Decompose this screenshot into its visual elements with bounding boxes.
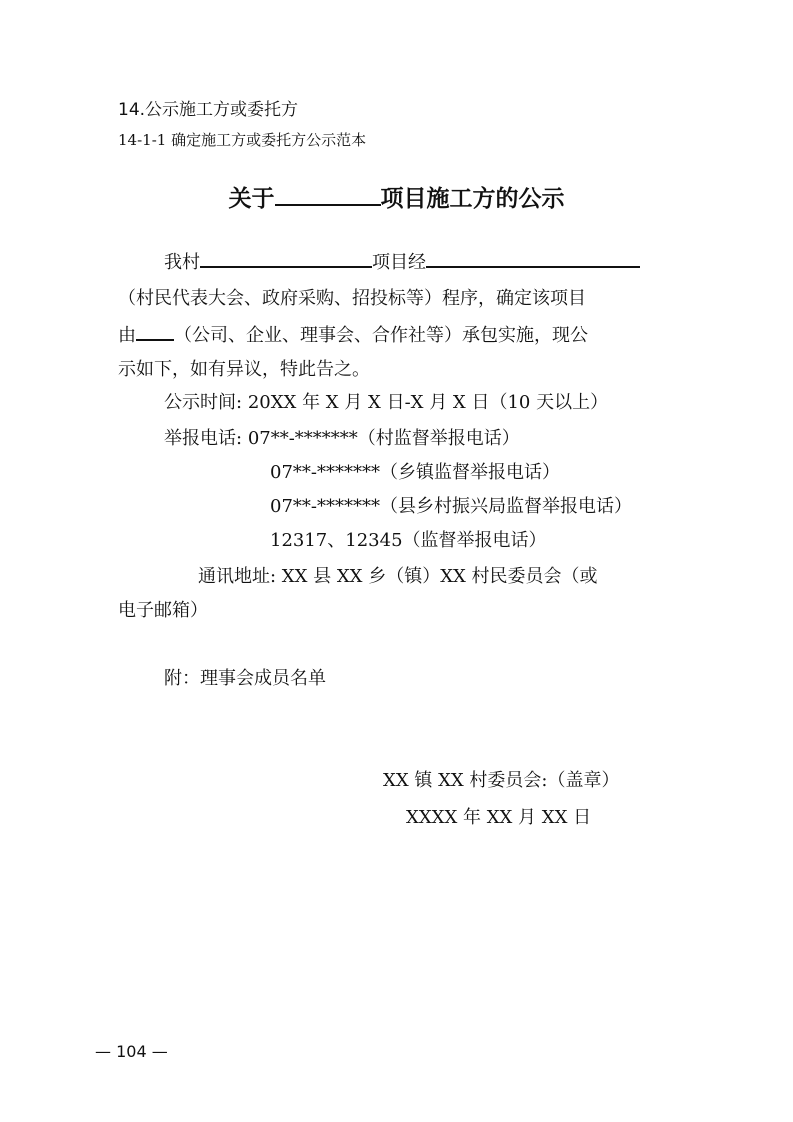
process-blank — [426, 247, 640, 268]
line1-end: 项目经 — [372, 251, 426, 273]
contractor-blank — [136, 320, 174, 341]
sub-heading: 14-1-1 确定施工方或委托方公示范本 — [118, 131, 367, 149]
village-blank — [200, 247, 372, 268]
body-line-2: （村民代表大会、政府采购、招投标等）程序，确定该项目 — [118, 288, 586, 309]
body-line-1 — [164, 247, 640, 274]
notice-title — [0, 180, 793, 213]
line1-start: 我村 — [164, 251, 200, 273]
line3-start: 由 — [118, 324, 136, 346]
signature-date: XXXX 年 XX 月 XX 日 — [406, 807, 592, 828]
phone-county: 07**-*******（县乡村振兴局监督举报电话） — [270, 496, 632, 517]
time-value: 20XX 年 X 月 X 日-X 月 X 日（10 天以上） — [247, 392, 609, 413]
signature-org: XX 镇 XX 村委员会:（盖章） — [383, 770, 620, 791]
phone-hotline: 12317、12345（监督举报电话） — [270, 530, 547, 551]
title-suffix: 项目施工方的公示 — [380, 185, 565, 213]
phone-label: 举报电话: — [164, 428, 243, 449]
notice-time — [164, 388, 608, 414]
time-label: 公示时间: — [164, 392, 243, 413]
phone-village: 07**-*******（村监督举报电话） — [247, 428, 520, 449]
section-heading: 14.公示施工方或委托方 — [118, 100, 299, 120]
phone-row-1 — [164, 424, 520, 450]
address-line-2: 电子邮箱） — [118, 600, 208, 621]
attachment-note: 附：理事会成员名单 — [164, 668, 326, 689]
body-line-3 — [118, 320, 588, 347]
phone-township: 07**-*******（乡镇监督举报电话） — [270, 462, 560, 483]
line3-end: （公司、企业、理事会、合作社等）承包实施，现公 — [174, 324, 588, 346]
title-prefix: 关于 — [228, 185, 275, 213]
page-number: — 104 — — [95, 1042, 168, 1061]
title-blank — [275, 180, 381, 206]
body-line-4: 示如下，如有异议，特此告之。 — [118, 359, 370, 380]
address-line-1: 通讯地址: XX 县 XX 乡（镇）XX 村民委员会（或 — [198, 566, 598, 587]
